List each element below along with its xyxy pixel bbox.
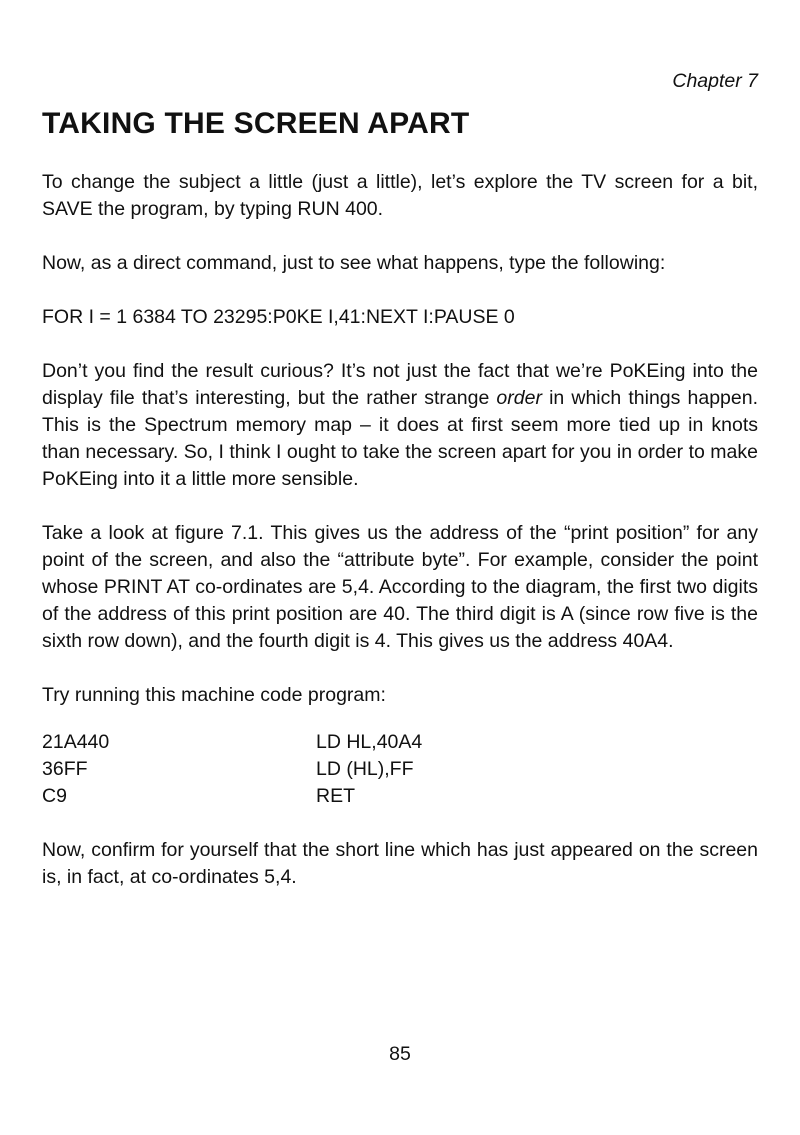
basic-command-line: FOR I = 1 6384 TO 23295:P0KE I,41:NEXT I:PAUSE 0 [42, 306, 515, 328]
machine-code-row [42, 783, 758, 810]
paragraph-try: Try running this machine code program: [42, 684, 386, 706]
machine-code-listing [42, 729, 758, 810]
paragraph-curious [42, 358, 758, 493]
paragraph-confirm: Now, confirm for yourself that the short line which has just appeared on the screen is, in fact, at co-ordinates 5,4. [42, 839, 758, 888]
chapter-header: Chapter 7 [672, 70, 758, 92]
paragraph-command-intro: Now, as a direct command, just to see what happens, type the following: [42, 252, 666, 274]
machine-code-mnemonic: LD HL,40A4 [316, 731, 423, 753]
paragraph-curious-italic-word: order [496, 387, 542, 409]
machine-code-row [42, 756, 758, 783]
paragraph-curious-after: in which things happen. This is the Spectrum memory map – it does at first seem more tied up in knots than necessary. So, I think I ought to take the screen apart for you in order to make PoKEing into it a little more sensible. [42, 387, 758, 490]
machine-code-mnemonic: RET [316, 785, 355, 807]
page-number: 85 [389, 1043, 411, 1065]
machine-code-hex: 21A440 [42, 731, 110, 753]
paragraph-figure: Take a look at figure 7.1. This gives us the address of the “print position” for any point of the screen, and also the “attribute byte”. For example, consider the point whose PRINT AT co-ordinates are 5,4. According to the diagram, the first two digits of the address of this print position are 40. The third digit is A (since row five is the sixth row down), and the fourth digit is 4. This gives us the address 40A4. [42, 522, 758, 652]
machine-code-mnemonic: LD (HL),FF [316, 758, 414, 780]
machine-code-hex: C9 [42, 785, 67, 807]
machine-code-hex: 36FF [42, 758, 88, 780]
machine-code-row [42, 729, 758, 756]
paragraph-intro: To change the subject a little (just a little), let’s explore the TV screen for a bit, SAVE the program, by typing RUN 400. [42, 171, 758, 220]
paragraph-curious-before: Don’t you find the result curious? It’s not just the fact that we’re PoKEing into the display file that’s interesting, but the rather strange [42, 360, 758, 409]
page-title: TAKING THE SCREEN APART [42, 107, 470, 140]
